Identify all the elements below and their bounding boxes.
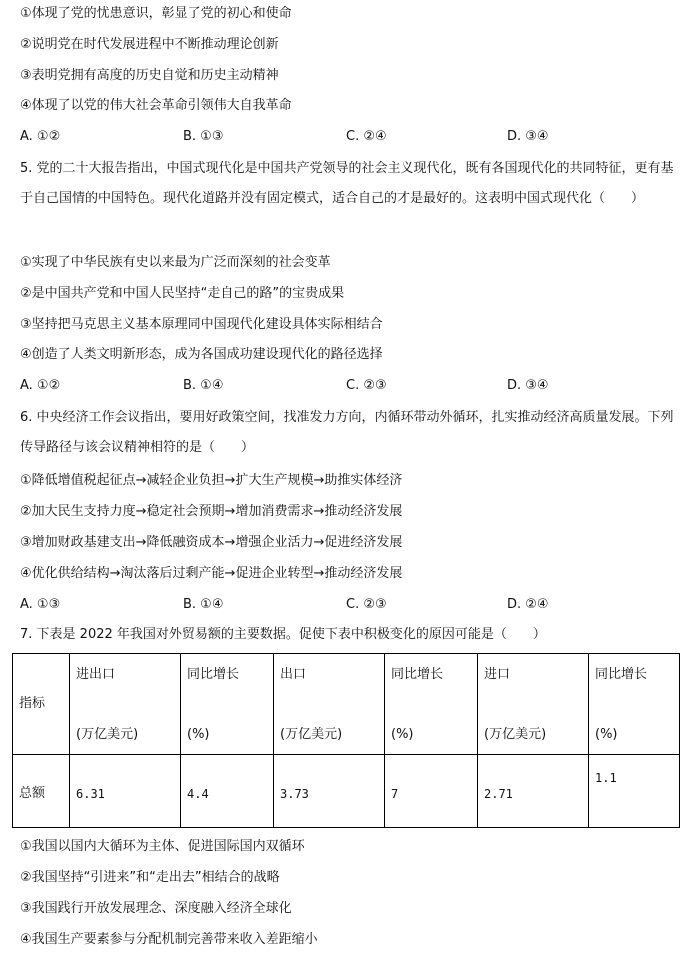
q4-option-c[interactable]: C. ②④ xyxy=(346,129,387,144)
q7-statement-1: ①我国以国内大循环为主体、促进国际国内双循环 xyxy=(20,839,305,854)
column-unit: (万亿美元) xyxy=(280,727,343,742)
q5-option-d[interactable]: D. ③④ xyxy=(507,378,549,393)
column-name: 进口 xyxy=(484,667,511,682)
q6-statement-1: ①降低增值税起征点→减轻企业负担→扩大生产规模→助推实体经济 xyxy=(20,473,403,488)
table-cell xyxy=(385,755,478,828)
q6-stem: 6. 中央经济工作会议指出，要用好政策空间，找准发力方向，内循环带动外循环，扎实推动经济高质量发展。下列传导路径与该会议精神相符的是（ ） xyxy=(20,410,674,455)
q6-option-c[interactable]: C. ②③ xyxy=(346,597,387,612)
trade-data-table xyxy=(12,653,680,828)
q4-statement-3: ③表明党拥有高度的历史自觉和历史主动精神 xyxy=(20,68,279,83)
q5-stem: 5. 党的二十大报告指出，中国式现代化是中国共产党领导的社会主义现代化，既有各国现代化的共同特征，更有基于自己国情的中国特色。现代化道路并没有固定模式，适合自己的才是最好的。这表明中国式现代化（ ） xyxy=(20,161,674,206)
q7-statement-3: ③我国践行开放发展理念、深度融入经济全球化 xyxy=(20,901,292,916)
column-name: 出口 xyxy=(280,667,307,682)
q6-statement-3: ③增加财政基建支出→降低融资成本→增强企业活力→促进经济发展 xyxy=(20,535,403,550)
q6-options xyxy=(20,596,680,614)
cell-value: 4.4 xyxy=(187,787,209,801)
column-header xyxy=(274,654,385,755)
table-header-row xyxy=(13,654,680,755)
column-header xyxy=(385,654,478,755)
table-cell xyxy=(70,755,181,828)
q6-option-a[interactable]: A. ①③ xyxy=(20,597,61,612)
cell-value: 2.71 xyxy=(484,787,513,801)
column-unit: (%) xyxy=(595,727,618,742)
cell-value: 1.1 xyxy=(595,771,617,785)
q5-statement-1: ①实现了中华民族有史以来最为广泛而深刻的社会变革 xyxy=(20,255,331,270)
table-cell xyxy=(478,755,589,828)
column-name: 同比增长 xyxy=(595,667,648,682)
q5-option-c[interactable]: C. ②③ xyxy=(346,378,387,393)
table-cell xyxy=(589,755,680,828)
row-label: 总额 xyxy=(19,786,46,801)
cell-value: 7 xyxy=(391,787,399,801)
table-row-label xyxy=(13,755,70,828)
column-name: 同比增长 xyxy=(187,667,240,682)
q4-statement-2: ②说明党在时代发展进程中不断推动理论创新 xyxy=(20,37,279,52)
table-cell xyxy=(181,755,274,828)
table-cell xyxy=(274,755,385,828)
q4-option-d[interactable]: D. ③④ xyxy=(507,129,549,144)
table-row-header xyxy=(13,654,70,755)
q4-option-b[interactable]: B. ①③ xyxy=(183,129,224,144)
q4-options xyxy=(20,128,680,146)
q7-statement-2: ②我国坚持“引进来”和“走出去”相结合的战略 xyxy=(20,870,280,885)
column-unit: (%) xyxy=(187,727,210,742)
column-unit: (万亿美元) xyxy=(76,727,139,742)
q6-statement-4: ④优化供给结构→淘汰落后过剩产能→促进企业转型→推动经济发展 xyxy=(20,566,403,581)
q7-stem: 7. 下表是 2022 年我国对外贸易额的主要数据。促使下表中积极变化的原因可能是（ ） xyxy=(20,627,546,642)
q5-option-b[interactable]: B. ①④ xyxy=(183,378,224,393)
q5-statement-2: ②是中国共产党和中国人民坚持“走自己的路”的宝贵成果 xyxy=(20,286,345,301)
cell-value: 6.31 xyxy=(76,787,105,801)
q7-statement-4: ④我国生产要素参与分配机制完善带来收入差距缩小 xyxy=(20,932,318,947)
q6-option-b[interactable]: B. ①④ xyxy=(183,597,224,612)
column-unit: (%) xyxy=(391,727,414,742)
q6-statement-2: ②加大民生支持力度→稳定社会预期→增加消费需求→推动经济发展 xyxy=(20,504,403,519)
q5-statement-4: ④创造了人类文明新形态，成为各国成功建设现代化的路径选择 xyxy=(20,347,383,362)
q4-option-a[interactable]: A. ①② xyxy=(20,129,61,144)
column-header xyxy=(589,654,680,755)
q5-option-a[interactable]: A. ①② xyxy=(20,378,61,393)
column-name: 同比增长 xyxy=(391,667,444,682)
column-header xyxy=(70,654,181,755)
q6-option-d[interactable]: D. ②④ xyxy=(507,597,549,612)
column-header xyxy=(478,654,589,755)
column-header xyxy=(181,654,274,755)
column-unit: (万亿美元) xyxy=(484,727,547,742)
row-header-label: 指标 xyxy=(19,696,46,711)
q5-options xyxy=(20,377,680,395)
table-row xyxy=(13,755,680,828)
column-name: 进出口 xyxy=(76,667,116,682)
q4-statement-4: ④体现了以党的伟大社会革命引领伟大自我革命 xyxy=(20,98,292,113)
q4-statement-1: ①体现了党的忧患意识，彰显了党的初心和使命 xyxy=(20,6,292,21)
cell-value: 3.73 xyxy=(280,787,309,801)
q5-statement-3: ③坚持把马克思主义基本原理同中国现代化建设具体实际相结合 xyxy=(20,317,383,332)
